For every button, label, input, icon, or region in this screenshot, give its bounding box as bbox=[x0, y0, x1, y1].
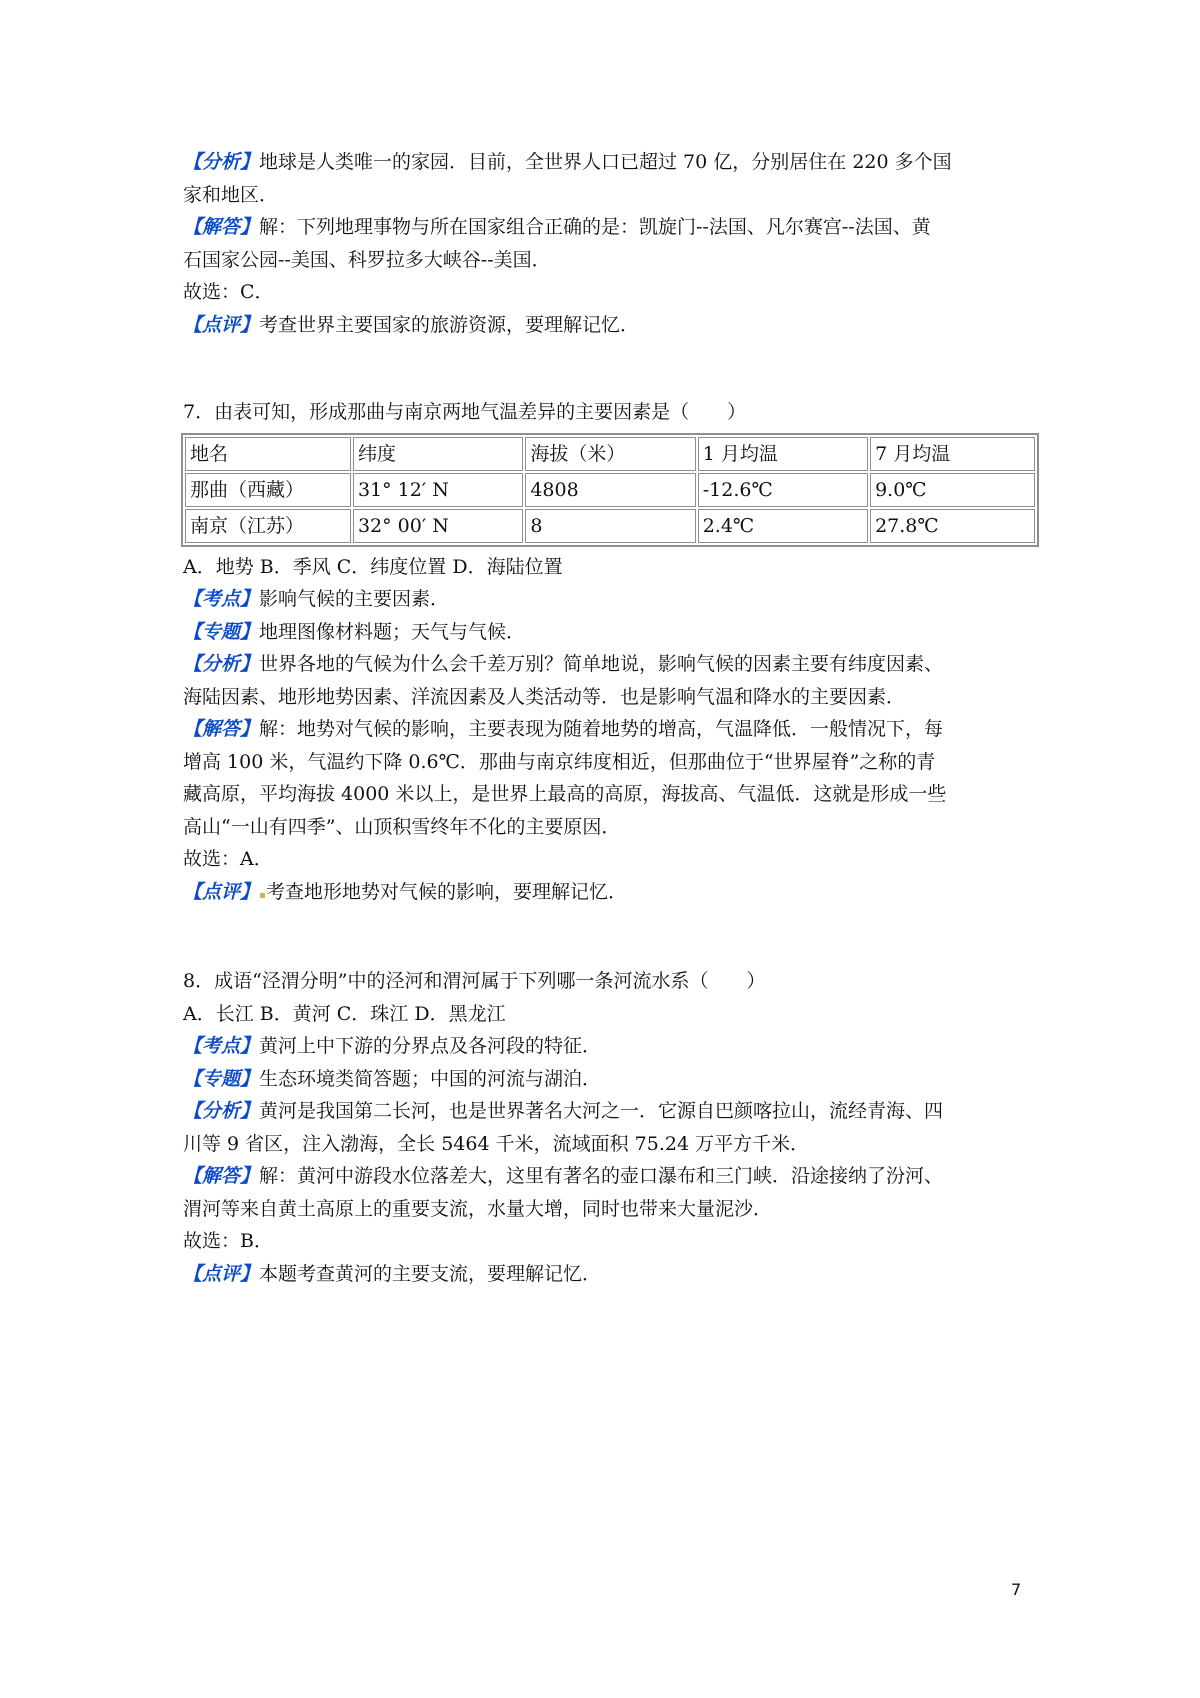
q8-analysis-line-1 bbox=[183, 1095, 1039, 1128]
solution-text: 解：下列地理事物与所在国家组合正确的是：凯旋门--法国、凡尔赛宫--法国、黄 bbox=[259, 216, 931, 238]
table-header-cell: 纬度 bbox=[353, 437, 523, 471]
analysis-text: 世界各地的气候为什么会千差万别？简单地说，影响气候的因素主要有纬度因素、 bbox=[259, 653, 944, 675]
q7-section bbox=[183, 396, 1039, 908]
q6-analysis-line-2: 家和地区． bbox=[183, 183, 279, 206]
analysis-tag: 【分析】 bbox=[183, 653, 260, 675]
q6-answer: 故选：C． bbox=[183, 281, 274, 303]
comment-text: 本题考查黄河的主要支流，要理解记忆． bbox=[259, 1262, 602, 1285]
comment-text: 考查地形地势对气候的影响，要理解记忆． bbox=[266, 880, 628, 903]
q8-key-point bbox=[183, 1030, 1039, 1063]
key-point-text: 影响气候的主要因素． bbox=[259, 588, 450, 610]
analysis-text: 黄河是我国第二长河，也是世界著名大河之一．它源自巴颜喀拉山，流经青海、四 bbox=[259, 1100, 944, 1122]
solution-tag: 【解答】 bbox=[183, 216, 260, 238]
q8-analysis-line-2: 川等 9 省区，注入渤海，全长 5464 千米，流域面积 75.24 万平方千米． bbox=[183, 1132, 810, 1155]
q7-solution-line-2: 增高 100 米，气温约下降 0.6℃．那曲与南京纬度相近，但那曲位于“世界屋脊”之称的青 bbox=[183, 750, 936, 773]
q6-solution-line-2: 石国家公园--美国、科罗拉多大峡谷--美国． bbox=[183, 248, 551, 271]
q6-solution-line-1 bbox=[183, 211, 1039, 244]
topic-text: 地理图像材料题；天气与气候． bbox=[259, 620, 526, 643]
table-cell: 8 bbox=[525, 509, 695, 543]
table-cell: 2.4℃ bbox=[698, 509, 868, 543]
q7-solution-line-1 bbox=[183, 713, 1039, 746]
q7-title: 7．由表可知，形成那曲与南京两地气温差异的主要因素是（ ） bbox=[183, 401, 747, 423]
table-header-cell: 海拔（米） bbox=[525, 437, 695, 471]
comment-text: 考查世界主要国家的旅游资源，要理解记忆． bbox=[259, 313, 640, 336]
q8-solution-line-2: 渭河等来自黄土高原上的重要支流，水量大增，同时也带来大量泥沙． bbox=[183, 1197, 773, 1220]
q7-options: A．地势 B．季风 C．纬度位置 D．海陆位置 bbox=[183, 555, 563, 578]
q7-topic bbox=[183, 616, 1039, 649]
q7-key-point bbox=[183, 583, 1039, 616]
q8-comment bbox=[183, 1258, 1039, 1291]
table-cell: 31° 12′ N bbox=[353, 473, 523, 507]
solution-tag: 【解答】 bbox=[183, 718, 260, 740]
analysis-text: 地球是人类唯一的家园．目前，全世界人口已超过 70 亿，分别居住在 220 多个国 bbox=[259, 151, 952, 173]
q6-comment bbox=[183, 309, 1039, 342]
table-row bbox=[185, 473, 1035, 507]
topic-text: 生态环境类简答题；中国的河流与湖泊． bbox=[259, 1067, 602, 1090]
page-number: 7 bbox=[1011, 1580, 1022, 1599]
climate-table bbox=[181, 433, 1039, 547]
topic-tag: 【专题】 bbox=[183, 1067, 260, 1090]
page-content bbox=[183, 146, 1039, 1290]
q6-section bbox=[183, 146, 1039, 341]
q8-options: A．长江 B．黄河 C．珠江 D．黑龙江 bbox=[183, 1002, 506, 1025]
comment-tag: 【点评】 bbox=[183, 880, 260, 903]
anchor-marker-icon bbox=[260, 893, 265, 898]
solution-tag: 【解答】 bbox=[183, 1165, 260, 1187]
table-cell: 27.8℃ bbox=[870, 509, 1035, 543]
key-point-tag: 【考点】 bbox=[183, 1035, 260, 1057]
comment-tag: 【点评】 bbox=[183, 1262, 260, 1285]
q7-analysis-line-1 bbox=[183, 648, 1039, 681]
table-header-row bbox=[185, 437, 1035, 471]
analysis-tag: 【分析】 bbox=[183, 151, 260, 173]
key-point-tag: 【考点】 bbox=[183, 588, 260, 610]
q7-analysis-line-2: 海陆因素、地形地势因素、洋流因素及人类活动等．也是影响气温和降水的主要因素． bbox=[183, 685, 906, 708]
solution-text: 解：黄河中游段水位落差大，这里有著名的壶口瀑布和三门峡．沿途接纳了汾河、 bbox=[259, 1165, 944, 1187]
table-cell: 4808 bbox=[525, 473, 695, 507]
table-cell: -12.6℃ bbox=[698, 473, 868, 507]
solution-text: 解：地势对气候的影响，主要表现为随着地势的增高，气温降低．一般情况下，每 bbox=[259, 718, 944, 740]
q7-comment bbox=[183, 876, 1039, 909]
key-point-text: 黄河上中下游的分界点及各河段的特征． bbox=[259, 1035, 602, 1057]
table-header-cell: 7 月均温 bbox=[870, 437, 1035, 471]
table-cell: 32° 00′ N bbox=[353, 509, 523, 543]
q8-section bbox=[183, 965, 1039, 1290]
table-cell: 9.0℃ bbox=[870, 473, 1035, 507]
q8-title: 8．成语“泾渭分明”中的泾河和渭河属于下列哪一条河流水系（ ） bbox=[183, 970, 766, 992]
table-cell: 南京（江苏） bbox=[185, 509, 351, 543]
analysis-tag: 【分析】 bbox=[183, 1100, 260, 1122]
q7-answer: 故选：A． bbox=[183, 848, 273, 870]
q8-solution-line-1 bbox=[183, 1160, 1039, 1193]
table-header-cell: 1 月均温 bbox=[698, 437, 868, 471]
table-cell: 那曲（西藏） bbox=[185, 473, 351, 507]
q8-answer: 故选：B． bbox=[183, 1230, 273, 1252]
table-header-cell: 地名 bbox=[185, 437, 351, 471]
q8-topic bbox=[183, 1063, 1039, 1096]
q7-solution-line-3: 藏高原，平均海拔 4000 米以上，是世界上最高的高原，海拔高、气温低．这就是形成一些 bbox=[183, 783, 947, 805]
table-row bbox=[185, 509, 1035, 543]
q7-solution-line-4: 高山“一山有四季”、山顶积雪终年不化的主要原因． bbox=[183, 815, 621, 838]
comment-tag: 【点评】 bbox=[183, 313, 260, 336]
topic-tag: 【专题】 bbox=[183, 620, 260, 643]
q6-analysis-line-1 bbox=[183, 146, 1039, 179]
